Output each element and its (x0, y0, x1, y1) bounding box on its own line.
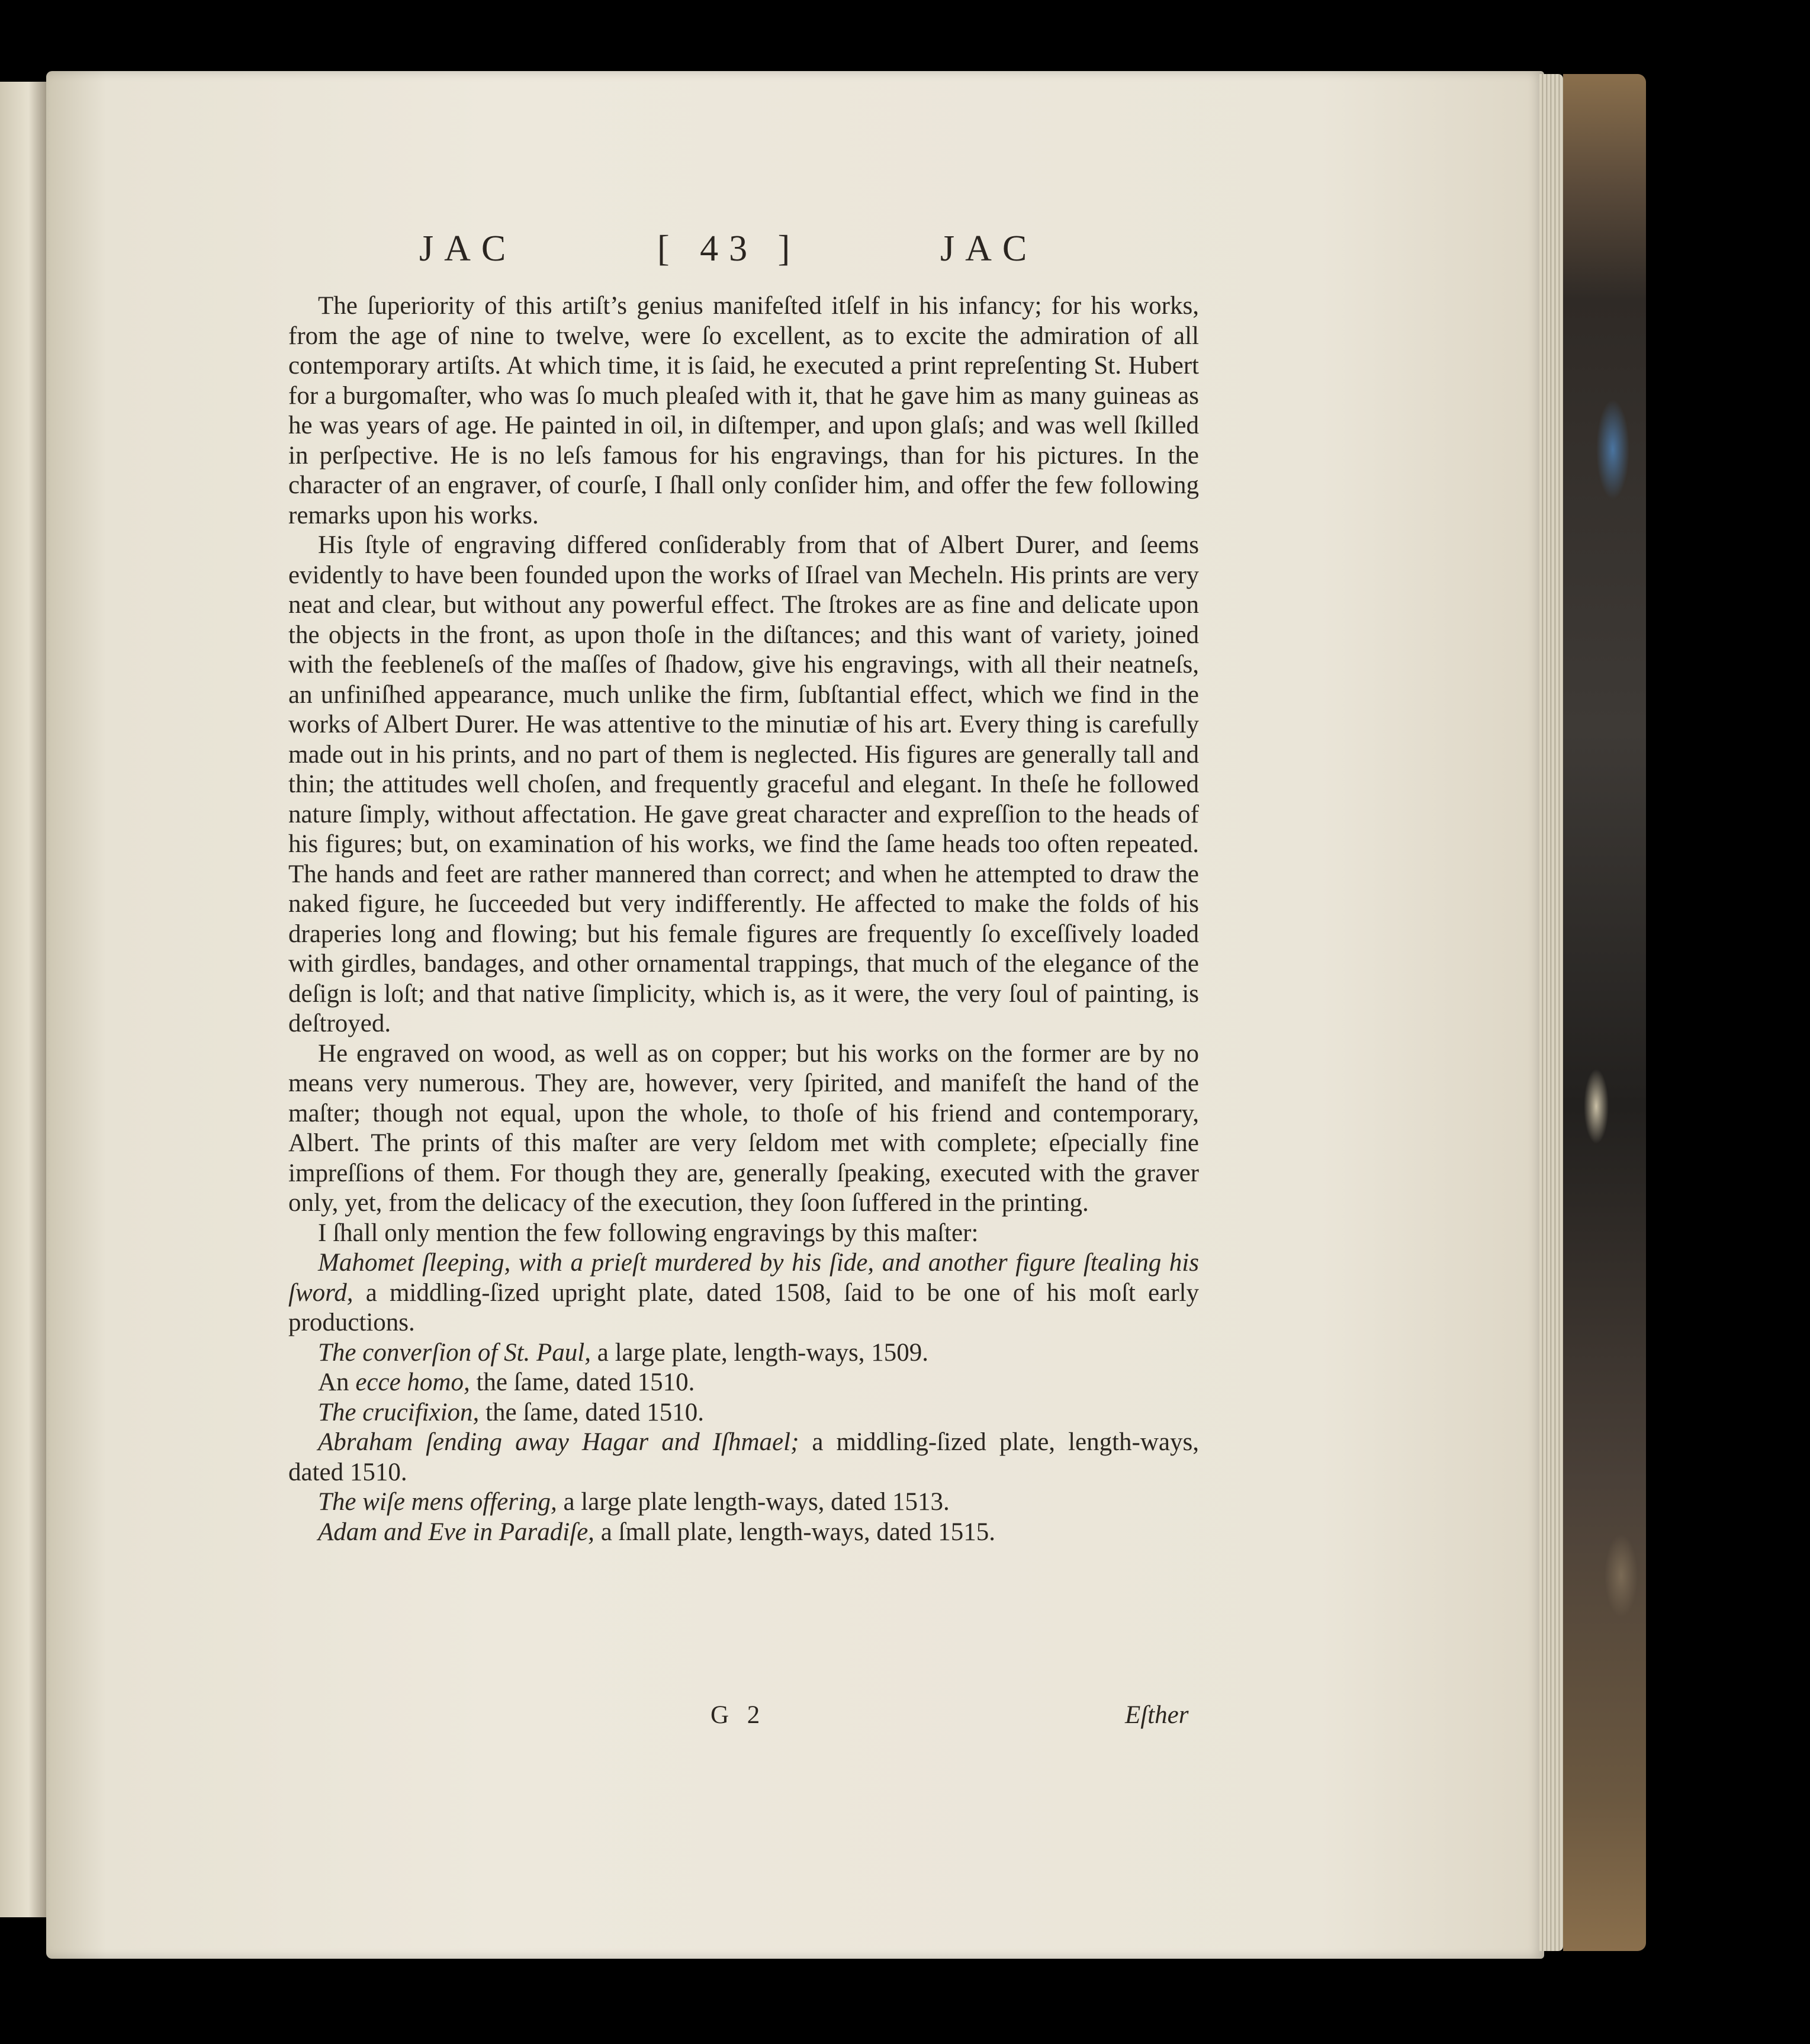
paragraph-2: His ſtyle of engraving differed conſiderably from that of Albert Durer, and ſeems evidently to have been founded upon the works of Iſrael van Mecheln. His prints are very neat and clear, but without any powerful effect. The ſtrokes are as fine and delicate upon the objects in the front, as upon thoſe in the diſtances; and this want of variety, joined with the feebleneſs of the maſſes of ſhadow, give his engravings, with all their neatneſs, an unfiniſhed appearance, much unlike the firm, ſubſtantial effect, which we find in the works of Albert Durer. He was attentive to the minutiæ of his art. Every thing is carefully made out in his prints, and no part of them is neglected. His figures are generally tall and thin; the attitudes well choſen, and frequently graceful and elegant. In theſe he followed nature ſimply, without affectation. He gave great character and expreſſion to the heads of his figures; but, on examination of his works, we find the ſame heads too often repeated. The hands and feet are rather mannered than correct; and when he attempted to draw the naked figure, he ſucceeded but very indifferently. He affected to make the folds of his draperies long and flowing; but his female figures are frequently ſo exceſſively loaded with girdles, bandages, and other ornamental trappings, that much of the elegance of the deſign is loſt; and that native ſimplicity, which is, as it were, the very ſoul of painting, is deſtroyed. (288, 531, 1199, 1037)
engraving-desc: a large plate, length-ways, 1509. (591, 1338, 928, 1367)
engraving-desc: a middling-ſized upright plate, dated 1508, ſaid to be one of his moſt early productions. (288, 1278, 1199, 1336)
facing-page-edge (0, 82, 47, 1917)
body-text (288, 291, 1199, 1547)
engraving-title: Abraham ſending away Hagar and Iſhmael; (318, 1428, 799, 1456)
paragraph-1: The ſuperiority of this artiſt’s genius manifeſted itſelf in his infancy; for his works, from the age of nine to twelve, were ſo excellent, as to excite the admiration of all contemporary artiſts. At which time, it is ſaid, he executed a print repreſenting St. Hubert for a burgomaſter, who was ſo much pleaſed with it, that he gave him as many guineas as he was years of age. He painted in oil, in diſtemper, and upon glaſs; and was well ſkilled in perſpective. He is no leſs famous for his engravings, than for his pictures. In the character of an engraver, of courſe, I ſhall only conſider him, and offer the few following remarks upon his works. (288, 292, 1199, 529)
header-left: JAC (419, 229, 517, 269)
paragraph-4: I ſhall only mention the few following engravings by this maſter: (318, 1219, 979, 1247)
engraving-desc: a middling-ſized plate, length-ways, dated 1510. (288, 1428, 1199, 1486)
engraving-title: The crucifixion, (318, 1398, 480, 1426)
page-number: [ 43 ] (657, 229, 801, 269)
marbled-cover (1563, 74, 1646, 1951)
paragraph-3: He engraved on wood, as well as on copper; but his works on the former are by no means very numerous. They are, however, very ſpirited, and manifeſt the hand of the maſter; though not equal, upon the whole, to thoſe of his friend and contemporary, Albert. The prints of this maſter are very ſeldom met with complete; eſpecially fine impreſſions of them. For though they are, generally ſpeaking, executed with the graver only, yet, from the delicacy of the execution, they ſoon ſuffered in the printing. (288, 1039, 1199, 1217)
engraving-entry (288, 1368, 1199, 1398)
engraving-entry (288, 1248, 1199, 1338)
engraving-desc: the ſame, dated 1510. (470, 1368, 695, 1396)
engraving-title: The wiſe mens offering, (318, 1488, 557, 1516)
engraving-entry (288, 1398, 1199, 1428)
header-right: JAC (940, 229, 1038, 269)
engraving-title: Adam and Eve in Paradiſe, (318, 1518, 594, 1546)
engraving-desc: the ſame, dated 1510. (479, 1398, 704, 1426)
engraving-prefix: An (318, 1368, 356, 1396)
engraving-title: The converſion of St. Paul, (318, 1338, 591, 1367)
engraving-desc: a large plate length-ways, dated 1513. (557, 1488, 950, 1516)
engraving-entry (288, 1518, 1199, 1548)
engraving-desc: a ſmall plate, length-ways, dated 1515. (594, 1518, 995, 1546)
page-block-edges (1539, 74, 1563, 1951)
signature-mark: G 2 (711, 1701, 766, 1729)
engraving-title: Mahomet ſleeping, with a prieſt murdered by his ſide, and another figure ſtealing his ſword, (288, 1249, 1199, 1307)
engraving-entry (288, 1487, 1199, 1518)
engraving-title: ecce homo, (355, 1368, 470, 1396)
catchword: Eſther (1125, 1701, 1189, 1729)
engraving-entry (288, 1428, 1199, 1487)
engraving-entry (288, 1338, 1199, 1368)
